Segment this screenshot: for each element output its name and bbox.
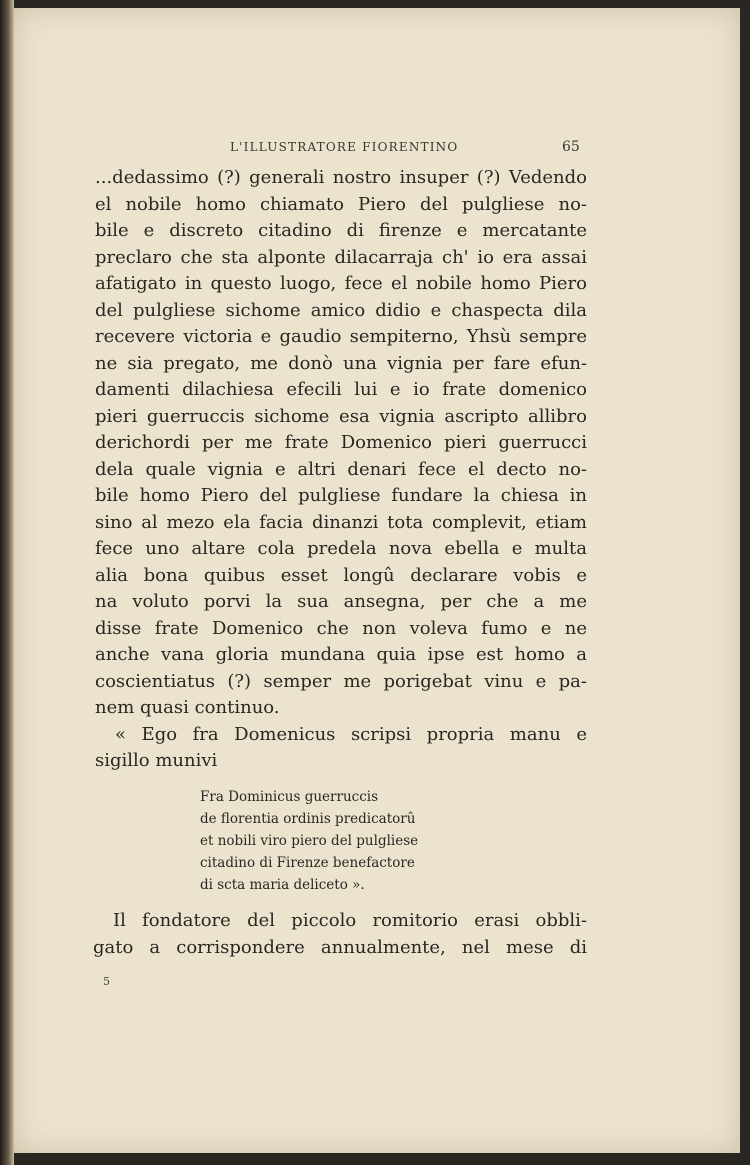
signature-block — [200, 786, 500, 896]
signature-line: Fra Dominicus guerruccis — [200, 789, 379, 805]
text-line: bile e discreto citadino di firenze e mercatante — [95, 220, 587, 241]
text-line: na voluto porvi la sua ansegna, per che a me — [95, 591, 587, 612]
text-line: del pulgliese sichome amico didio e chaspecta dila — [95, 299, 587, 321]
printer-signature-mark: 5 — [103, 975, 110, 988]
running-head-title: L'ILLUSTRATORE FIORENTINO — [230, 140, 459, 154]
text-line: alia bona quibus esset longû declarare vobis e — [95, 564, 587, 586]
text-line: nem quasi continuo. — [95, 697, 280, 718]
signature-line: et nobili viro piero del pulgliese — [200, 833, 419, 849]
text-line: disse frate Domenico che non voleva fumo e ne — [95, 617, 587, 639]
text-line: gato a corrispondere annualmente, nel mese di — [93, 936, 587, 958]
signature-line: citadino di Firenze benefactore — [200, 855, 415, 871]
text-line: anche vana gloria mundana quia ipse est homo a — [95, 644, 587, 665]
signature-line: de florentia ordinis predicatorû — [200, 811, 416, 827]
text-line: preclaro che sta alponte dilacarraja ch' io era assai — [95, 246, 587, 268]
text-line: fece uno altare cola predela nova ebella e multa — [95, 538, 587, 559]
text-line: afatigato in questo luogo, fece el nobile homo Piero — [95, 273, 587, 294]
text-line: sigillo munivi — [95, 750, 218, 771]
page-number: 65 — [562, 139, 580, 155]
text-line: bile homo Piero del pulgliese fundare la chiesa in — [95, 485, 587, 506]
text-line: recevere victoria e gaudio sempiterno, Yhsù sempre — [95, 326, 587, 347]
book-page — [14, 8, 740, 1153]
text-line: ne sia pregato, me donò una vignia per fare efun- — [95, 352, 587, 374]
text-line: Il fondatore del piccolo romitorio erasi obbli- — [113, 910, 587, 931]
text-line: dela quale vignia e altri denari fece el decto no- — [95, 458, 587, 480]
text-line: el nobile homo chiamato Piero del pulgliese no- — [95, 193, 587, 215]
text-line: coscientiatus (?) semper me porigebat vinu e pa- — [95, 670, 587, 692]
text-line: « Ego fra Domenicus scripsi propria manu e — [115, 723, 587, 745]
book-spine-edge — [0, 0, 14, 1165]
body-paragraph-next — [93, 908, 587, 961]
body-paragraph-main — [95, 165, 587, 775]
running-head — [14, 140, 740, 160]
text-line: sino al mezo ela facia dinanzi tota complevit, etiam — [95, 511, 587, 533]
text-line: ...dedassimo (?) generali nostro insuper (?) Vedendo — [95, 167, 587, 188]
signature-line: di scta maria deliceto ». — [200, 877, 365, 893]
text-line: derichordi per me frate Domenico pieri guerrucci — [95, 432, 587, 453]
text-line: damenti dilachiesa efecili lui e io frate domenico — [95, 379, 587, 400]
text-line: pieri guerruccis sichome esa vignia ascripto allibro — [95, 405, 587, 427]
